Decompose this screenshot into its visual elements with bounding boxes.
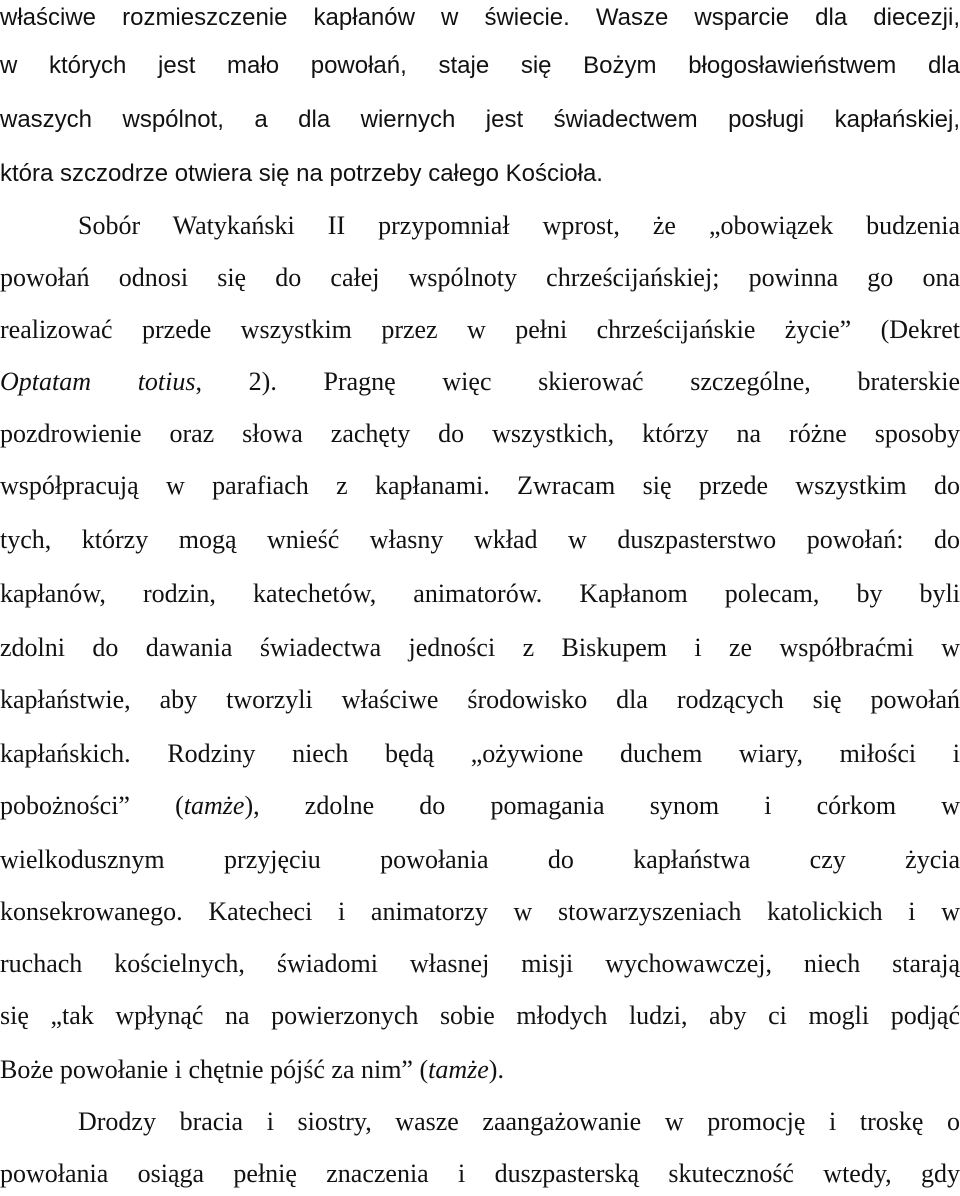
text-segment: tych, którzy mogą wnieść własny wkład w duszpasterstwo powołań: do [0,525,960,554]
text-segment: właściwe rozmieszczenie kapłanów w świecie. Wasze wsparcie dla diecezji, [0,4,960,31]
text-line [0,46,960,86]
text-line [0,944,960,984]
text-segment: Boże powołanie i chętnie pójść za nim” ( [0,1055,429,1084]
text-segment: realizować przede wszystkim przez w pełni chrześcijańskie życie” (Dekret [0,315,960,344]
text-line [0,1050,960,1090]
text-line [0,0,960,38]
text-segment: kapłańskich. Rodziny niech będą „ożywione duchem wiary, miłości i [0,739,960,768]
text-segment: kapłaństwie, aby tworzyli właściwe środowisko dla rodzących się powołań [0,685,960,714]
text-segment: Sobór Watykański II przypomniał wprost, że „obowiązek budzenia [78,211,960,240]
text-segment: się „tak wpłynąć na powierzonych sobie młodych ludzi, aby ci mogli podjąć [0,1001,960,1030]
text-segment: ). [488,1055,504,1084]
text-segment-italic: Optatam totius [0,367,196,396]
text-segment: wielkodusznym przyjęciu powołania do kapłaństwa czy życia [0,845,960,874]
text-segment: współpracują w parafiach z kapłanami. Zwracam się przede wszystkim do [0,471,960,500]
text-line [0,892,960,932]
text-line [0,574,960,614]
text-line [0,310,960,350]
text-segment: , 2). Pragnę więc skierować szczególne, braterskie [195,367,960,396]
text-segment: ruchach kościelnych, świadomi własnej misji wychowawczej, niech starają [0,949,960,978]
text-segment: która szczodrze otwiera się na potrzeby całego Kościoła. [0,160,603,187]
text-segment: Drodzy bracia i siostry, wasze zaangażowanie w promocję i troskę o [78,1107,960,1136]
text-segment: kapłanów, rodzin, katechetów, animatorów. Kapłanom polecam, by byli [0,579,960,608]
text-line [0,628,960,668]
text-segment: ), zdolne do pomagania synom i córkom w [244,791,960,820]
text-segment-italic: tamże [183,791,245,820]
text-segment: pobożności” ( [0,791,184,820]
text-segment-italic: tamże [428,1055,489,1084]
text-line [0,362,960,402]
text-line [0,520,960,560]
text-line [0,840,960,880]
text-line [0,258,960,298]
text-segment: powołań odnosi się do całej wspólnoty chrześcijańskiej; powinna go ona [0,263,960,292]
text-line [0,100,960,140]
text-line [0,414,960,454]
text-segment: waszych wspólnot, a dla wiernych jest świadectwem posługi kapłańskiej, [0,106,960,133]
text-line [0,1102,960,1142]
text-line [0,786,960,826]
text-line [0,154,960,194]
text-line [0,1154,960,1194]
text-line [0,466,960,506]
text-line [0,734,960,774]
text-segment: w których jest mało powołań, staje się Bożym błogosławieństwem dla [0,52,960,79]
text-segment: zdolni do dawania świadectwa jedności z Biskupem i ze współbraćmi w [0,633,960,662]
text-segment: konsekrowanego. Katecheci i animatorzy w stowarzyszeniach katolickich i w [0,897,960,926]
text-segment: powołania osiąga pełnię znaczenia i duszpasterską skuteczność wtedy, gdy [0,1159,960,1188]
text-line [0,206,960,246]
text-segment: pozdrowienie oraz słowa zachęty do wszystkich, którzy na różne sposoby [0,419,960,448]
text-line [0,680,960,720]
text-line [0,996,960,1036]
